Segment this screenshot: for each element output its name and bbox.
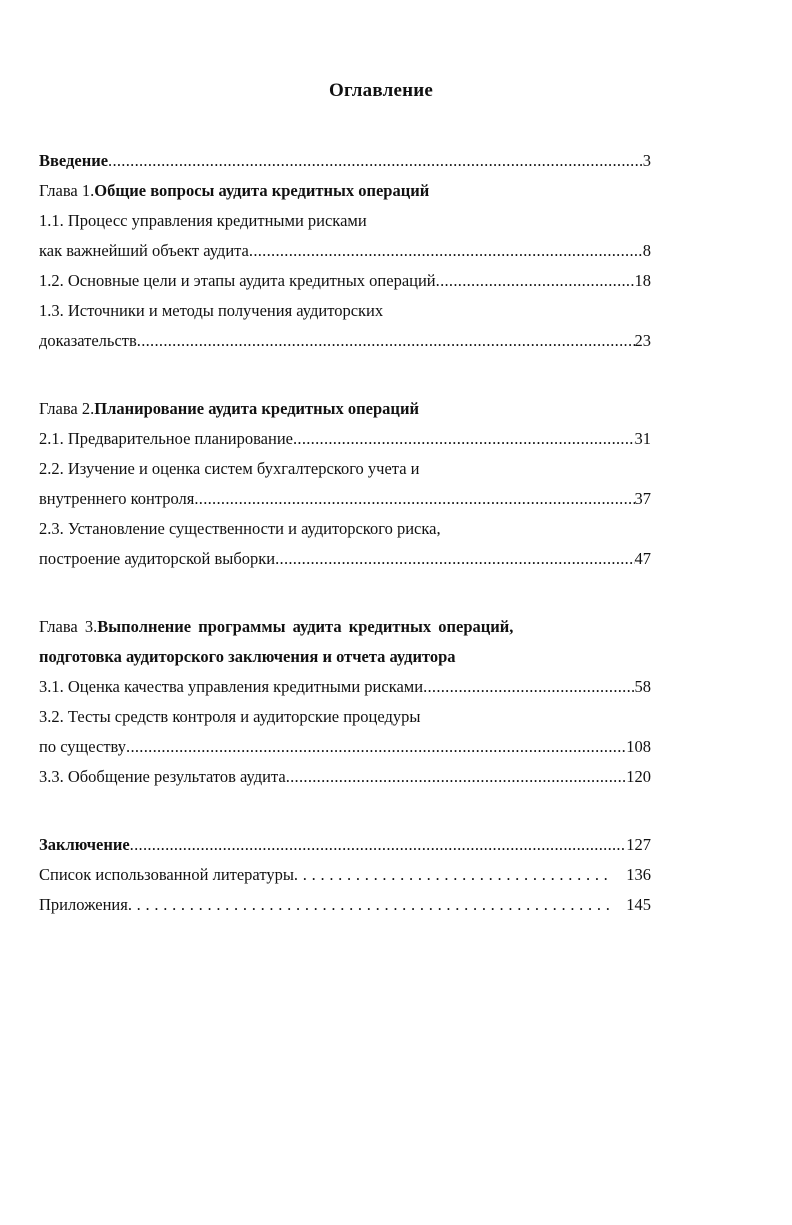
dot-leader [128, 890, 612, 920]
toc-entry-label: 1.1. Процесс управления кредитными рисками [39, 211, 367, 230]
toc-entry-label: 2.2. Изучение и оценка систем бухгалтерского учета и [39, 459, 420, 478]
toc-section-2-3[interactable] [39, 544, 651, 574]
toc-entry-references[interactable] [39, 860, 651, 890]
toc-section-1-1-line-1 [39, 206, 651, 236]
toc-section-3-2[interactable] [39, 732, 651, 762]
toc-chapter-3-heading-line-2 [39, 642, 651, 672]
toc-page-number: 3 [642, 151, 651, 170]
toc-section-2-1[interactable] [39, 424, 651, 454]
toc-page-number: 120 [626, 767, 651, 786]
toc-chapter-3-heading-line-1 [39, 612, 651, 642]
toc-section-2-2-line-1 [39, 454, 651, 484]
toc-section-3-2-line-1 [39, 702, 651, 732]
toc-page-number: 31 [634, 429, 651, 448]
toc-page-number: 58 [634, 677, 651, 696]
toc-section-1-2[interactable] [39, 266, 651, 296]
toc-entry-label: 2.1. Предварительное планирование [39, 429, 293, 448]
chapter-title: подготовка аудиторского заключения и отчета аудитора [39, 647, 456, 666]
toc-section-1-3-line-1 [39, 296, 651, 326]
toc-entry-label: 3.3. Обобщение результатов аудита [39, 767, 286, 786]
toc-entry-label: по существу [39, 737, 127, 756]
dot-leader [130, 830, 627, 860]
toc-entry-label: 1.3. Источники и методы получения аудиторских [39, 301, 384, 320]
toc-entry-label: 3.2. Тесты средств контроля и аудиторские процедуры [39, 707, 421, 726]
chapter-gap [39, 574, 651, 612]
toc-chapter-2-heading [39, 394, 651, 424]
toc-page-number: 8 [642, 241, 651, 260]
dot-leader [286, 762, 627, 792]
page-title [0, 80, 792, 102]
chapter-gap [39, 792, 651, 830]
toc-page-number: 127 [626, 835, 651, 854]
toc-section-1-1[interactable] [39, 236, 651, 266]
toc-page-number: 37 [634, 489, 651, 508]
dot-leader [126, 732, 626, 762]
chapter-gap [39, 356, 651, 394]
chapter-prefix: Глава 3. [39, 617, 98, 636]
chapter-prefix: Глава 2. [39, 399, 95, 418]
toc-entry-label: 1.2. Основные цели и этапы аудита кредитных операций [39, 271, 436, 290]
dot-leader [194, 484, 634, 514]
toc-entry-label: 2.3. Установление существенности и аудиторского риска, [39, 519, 441, 538]
chapter-title: Планирование аудита кредитных операций [94, 399, 419, 418]
toc-entry-label: Список использованной литературы [39, 865, 294, 884]
dot-leader [294, 860, 612, 890]
toc-entry-label: 3.1. Оценка качества управления кредитными рисками [39, 677, 424, 696]
chapter-title: Выполнение программы аудита кредитных операций, [97, 617, 514, 636]
toc-page-number: 23 [634, 331, 651, 350]
table-of-contents [39, 146, 651, 920]
dot-leader [423, 672, 634, 702]
toc-page-number: 108 [626, 737, 651, 756]
dot-leader [108, 146, 643, 176]
toc-section-1-3[interactable] [39, 326, 651, 356]
dot-leader [249, 236, 643, 266]
toc-entry-label: Приложения [39, 895, 128, 914]
dot-leader [293, 424, 635, 454]
toc-page-number: 18 [634, 271, 651, 290]
toc-section-2-3-line-1 [39, 514, 651, 544]
toc-section-3-3[interactable] [39, 762, 651, 792]
toc-page-number: 47 [634, 549, 651, 568]
toc-entry-introduction[interactable] [39, 146, 651, 176]
toc-entry-appendices[interactable] [39, 890, 651, 920]
toc-entry-label: построение аудиторской выборки [39, 549, 276, 568]
toc-chapter-1-heading [39, 176, 651, 206]
dot-leader [436, 266, 635, 296]
title-text: Оглавление [328, 80, 434, 101]
toc-entry-label: как важнейший объект аудита [39, 241, 249, 260]
toc-page-number: 136 [626, 865, 651, 884]
toc-page-number: 145 [626, 895, 651, 914]
toc-entry-conclusion[interactable] [39, 830, 651, 860]
toc-section-3-1[interactable] [39, 672, 651, 702]
chapter-title: Общие вопросы аудита кредитных операций [94, 181, 430, 200]
toc-entry-label: доказательств [39, 331, 137, 350]
toc-entry-label: Заключение [39, 835, 130, 854]
dot-leader [137, 326, 635, 356]
toc-entry-label: внутреннего контроля [39, 489, 195, 508]
dot-leader [275, 544, 634, 574]
toc-section-2-2[interactable] [39, 484, 651, 514]
chapter-prefix: Глава 1. [39, 181, 95, 200]
toc-entry-label: Введение [39, 151, 109, 170]
